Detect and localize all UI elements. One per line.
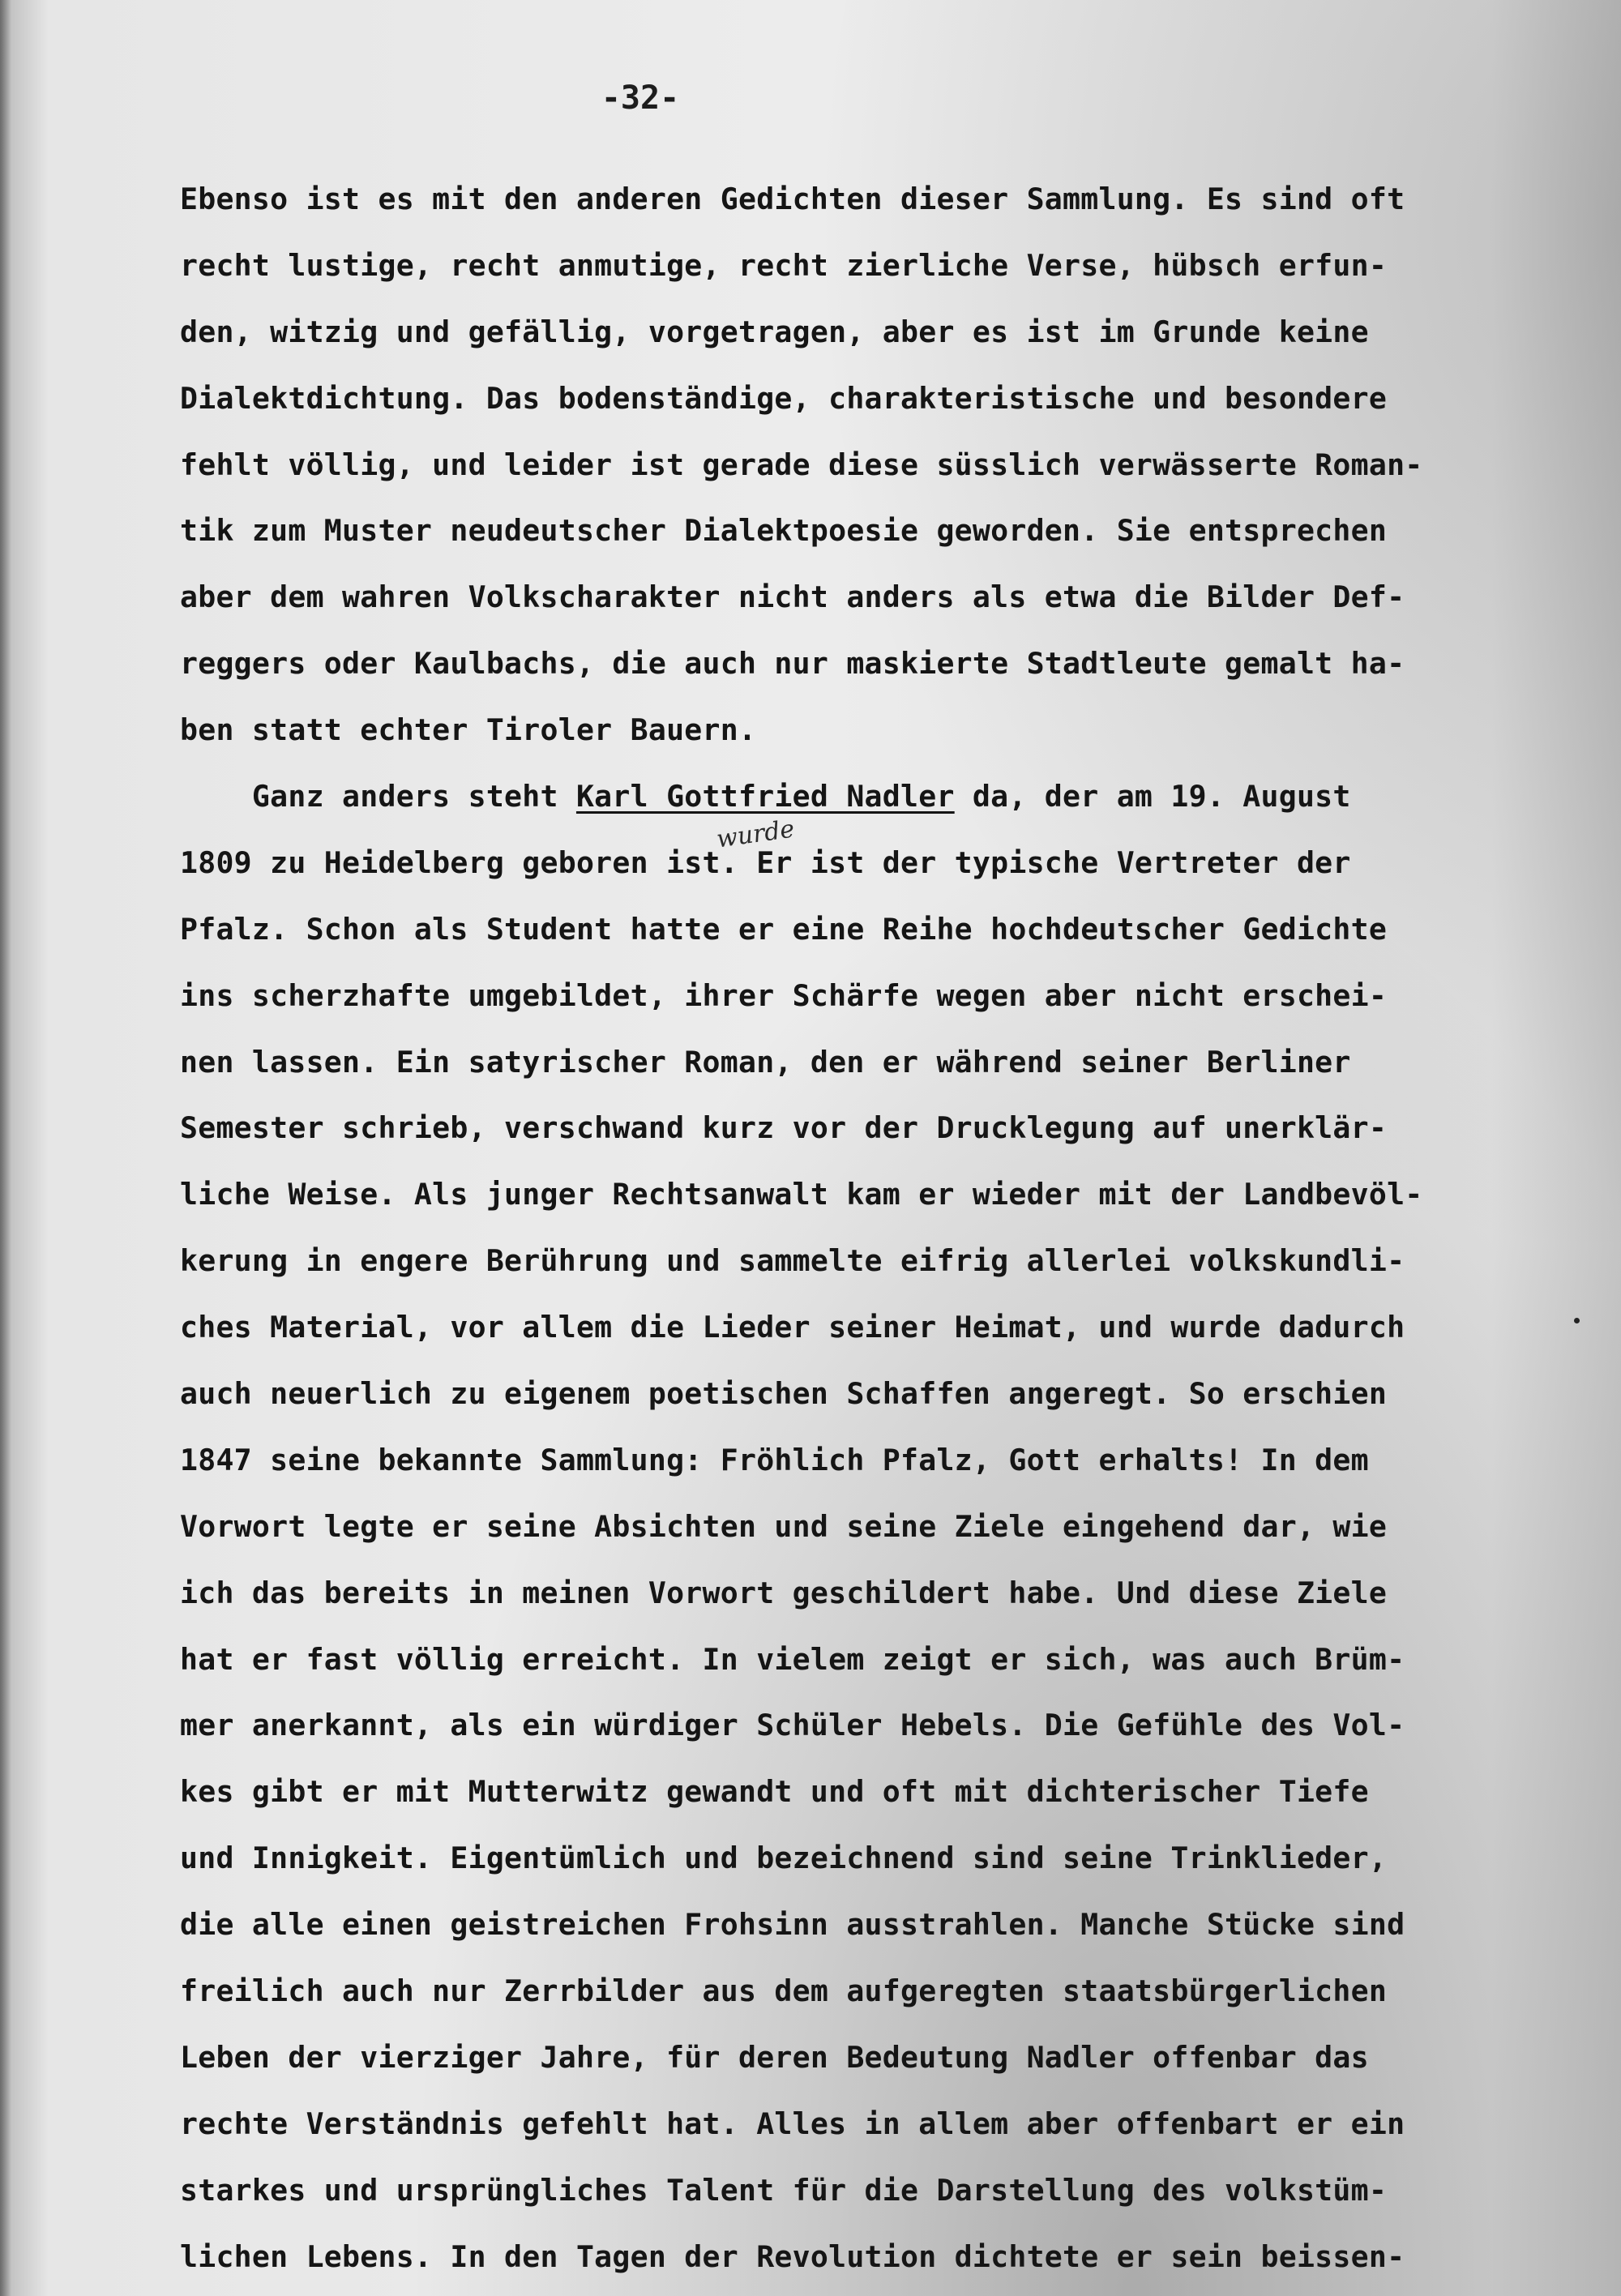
text-line: die alle einen geistreichen Frohsinn ausstrahlen. Manche Stücke sind bbox=[180, 1907, 1405, 1943]
text-line: Vorwort legte er seine Absichten und seine Ziele eingehend dar, wie bbox=[180, 1508, 1388, 1544]
text-line: Semester schrieb, verschwand kurz vor der Drucklegung auf unerklär- bbox=[180, 1110, 1388, 1146]
text-line: aber dem wahren Volkscharakter nicht anders als etwa die Bilder Def- bbox=[180, 579, 1405, 615]
text-line: Ebenso ist es mit den anderen Gedichten dieser Sammlung. Es sind oft bbox=[180, 182, 1405, 216]
text-line: mer anerkannt, als ein würdiger Schüler Hebels. Die Gefühle des Vol- bbox=[180, 1708, 1405, 1743]
text-line: liche Weise. Als junger Rechtsanwalt kam er wieder mit der Landbevöl- bbox=[180, 1177, 1423, 1212]
text-line: nen lassen. Ein satyrischer Roman, den er während seiner Berliner bbox=[180, 1044, 1351, 1080]
text-line: 1847 seine bekannte Sammlung: Fröhlich Pfalz, Gott erhalts! In dem bbox=[180, 1442, 1369, 1477]
text-line: reggers oder Kaulbachs, die auch nur maskierte Stadtleute gemalt ha- bbox=[180, 646, 1405, 682]
text-line: Dialektdichtung. Das bodenständige, charakteristische und besondere bbox=[180, 380, 1388, 416]
text-line: freilich auch nur Zerrbilder aus dem aufgeregten staatsbürgerlichen bbox=[180, 1973, 1388, 2009]
text-line: ins scherzhafte umgebildet, ihrer Schärfe wegen aber nicht erschei- bbox=[180, 977, 1388, 1013]
text-line: rechte Verständnis gefehlt hat. Alles in allem aber offenbart er ein bbox=[180, 2106, 1405, 2141]
text-line: auch neuerlich zu eigenem poetischen Schaffen angeregt. So erschien bbox=[180, 1376, 1388, 1412]
text-line: den, witzig und gefällig, vorgetragen, aber es ist im Grunde keine bbox=[180, 314, 1369, 349]
typewritten-text bbox=[180, 166, 1574, 2290]
underlined-author-name: Karl Gottfried Nadler bbox=[575, 779, 955, 815]
text-line: kes gibt er mit Mutterwitz gewandt und oft mit dichterischer Tiefe bbox=[180, 1774, 1369, 1810]
text-line: 1809 zu Heidelberg geboren ist. Er ist der typische Vertreter der bbox=[180, 844, 1351, 880]
text-segment: Ganz anders steht bbox=[180, 779, 576, 815]
text-line: lichen Lebens. In den Tagen der Revolution dichtete er sein beissen- bbox=[180, 2238, 1405, 2274]
text-line: ben statt echter Tiroler Bauern. bbox=[180, 712, 757, 748]
paragraph-2 bbox=[180, 763, 1574, 2290]
text-line: und Innigkeit. Eigentümlich und bezeichnend sind seine Trinklieder, bbox=[180, 1841, 1388, 1876]
paragraph-1 bbox=[180, 166, 1574, 763]
text-line: kerung in engere Berührung und sammelte eifrig allerlei volkskundli- bbox=[180, 1243, 1405, 1279]
page-edge-shadow bbox=[0, 0, 11, 2296]
text-line: starkes und ursprüngliches Talent für die Darstellung des volkstüm- bbox=[180, 2172, 1388, 2208]
text-line: Pfalz. Schon als Student hatte er eine Reihe hochdeutscher Gedichte bbox=[180, 911, 1388, 947]
text-line-first bbox=[180, 763, 1574, 830]
text-line: ich das bereits in meinen Vorwort geschildert habe. Und diese Ziele bbox=[180, 1575, 1388, 1610]
text-line: recht lustige, recht anmutige, recht zierliche Verse, hübsch erfun- bbox=[180, 247, 1388, 283]
text-line: hat er fast völlig erreicht. In vielem zeigt er sich, was auch Brüm- bbox=[180, 1641, 1405, 1677]
text-line: fehlt völlig, und leider ist gerade diese süsslich verwässerte Roman- bbox=[180, 447, 1423, 482]
text-line: ches Material, vor allem die Lieder seiner Heimat, und wurde dadurch bbox=[180, 1310, 1405, 1345]
text-line: tik zum Muster neudeutscher Dialektpoesie geworden. Sie entsprechen bbox=[180, 513, 1388, 549]
text-segment: da, der am 19. August bbox=[954, 779, 1351, 815]
page-number: -32- bbox=[601, 79, 680, 117]
handwritten-correction: wurde bbox=[715, 815, 797, 854]
ink-dot-mark bbox=[1574, 1318, 1580, 1323]
text-line: Leben der vierziger Jahre, für deren Bedeutung Nadler offenbar das bbox=[180, 2039, 1369, 2075]
